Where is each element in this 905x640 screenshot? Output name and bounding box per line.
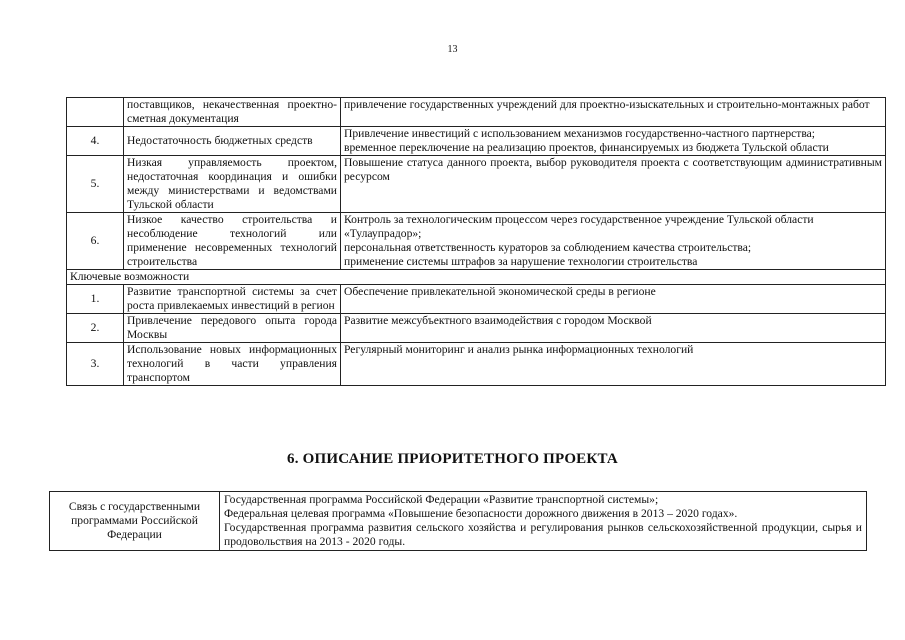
program-link-table (49, 491, 867, 551)
measure-line: Контроль за технологическим процессом через государственное учреждение Тульской области «Тулаупрадор»; (344, 213, 814, 240)
program-line: Государственная программа развития сельского хозяйства и регулирования рынков сельскохозяйственной продукции, сырья и продовольствия на 2013 - 2020 годы. (224, 521, 862, 548)
risk-description: поставщиков, некачественная проектно-сметная документация (124, 98, 341, 127)
opportunity-measure: Регулярный мониторинг и анализ рынка информационных технологий (341, 343, 886, 386)
risk-measures (341, 98, 886, 127)
link-label: Связь с государственными программами Российской Федерации (50, 492, 220, 551)
risk-measures (341, 127, 886, 156)
risk-table (66, 97, 886, 386)
table-row (67, 127, 886, 156)
page-number: 13 (447, 44, 458, 55)
row-number: 6. (67, 213, 124, 270)
row-number: 4. (67, 127, 124, 156)
table-row (50, 492, 867, 551)
program-line: Государственная программа Российской Федерации «Развитие транспортной системы»; (224, 493, 659, 506)
section-heading: 6. ОПИСАНИЕ ПРИОРИТЕТНОГО ПРОЕКТА (287, 451, 618, 467)
opportunity-measure: Развитие межсубъектного взаимодействия с городом Москвой (341, 314, 886, 343)
risk-description: Недостаточность бюджетных средств (124, 127, 341, 156)
measure-line: применение системы штрафов за нарушение технологии строительства (344, 255, 698, 268)
program-line: Федеральная целевая программа «Повышение безопасности дорожного движения в 2013 – 2020 годах». (224, 507, 738, 520)
risk-description: Низкое качество строительства и несоблюдение технологий или применение несовременных технологий строительства (124, 213, 341, 270)
measure-line: персональная ответственность кураторов за соблюдением качества строительства; (344, 241, 752, 254)
row-number: 1. (67, 285, 124, 314)
table-row (67, 285, 886, 314)
measure-line: Привлечение инвестиций с использованием механизмов государственно-частного партнерства; (344, 127, 816, 140)
program-list (220, 492, 867, 551)
risk-measures (341, 156, 886, 213)
measure-line: привлечение государственных учреждений для проектно-изыскательных и строительно-монтажных работ (344, 98, 870, 111)
table-row (67, 343, 886, 386)
measure-line: Повышение статуса данного проекта, выбор руководителя проекта с соответствующим административным ресурсом (344, 156, 882, 183)
opportunity-description: Привлечение передового опыта города Москвы (124, 314, 341, 343)
risk-description: Низкая управляемость проектом, недостаточная координация и ошибки между министерствами и ведомствами Тульской области (124, 156, 341, 213)
row-number: 5. (67, 156, 124, 213)
table-row (67, 156, 886, 213)
table-section-row (67, 270, 886, 285)
risk-measures (341, 213, 886, 270)
row-number: 2. (67, 314, 124, 343)
table-row (67, 314, 886, 343)
opportunity-measure: Обеспечение привлекательной экономической среды в регионе (341, 285, 886, 314)
table-row (67, 213, 886, 270)
measure-line: временное переключение на реализацию проектов, финансируемых из бюджета Тульской области (344, 141, 829, 154)
opportunity-description: Использование новых информационных технологий в части управления транспортом (124, 343, 341, 386)
row-number: 3. (67, 343, 124, 386)
section-label: Ключевые возможности (67, 270, 886, 285)
table-row (67, 98, 886, 127)
row-number (67, 98, 124, 127)
opportunity-description: Развитие транспортной системы за счет роста привлекаемых инвестиций в регион (124, 285, 341, 314)
